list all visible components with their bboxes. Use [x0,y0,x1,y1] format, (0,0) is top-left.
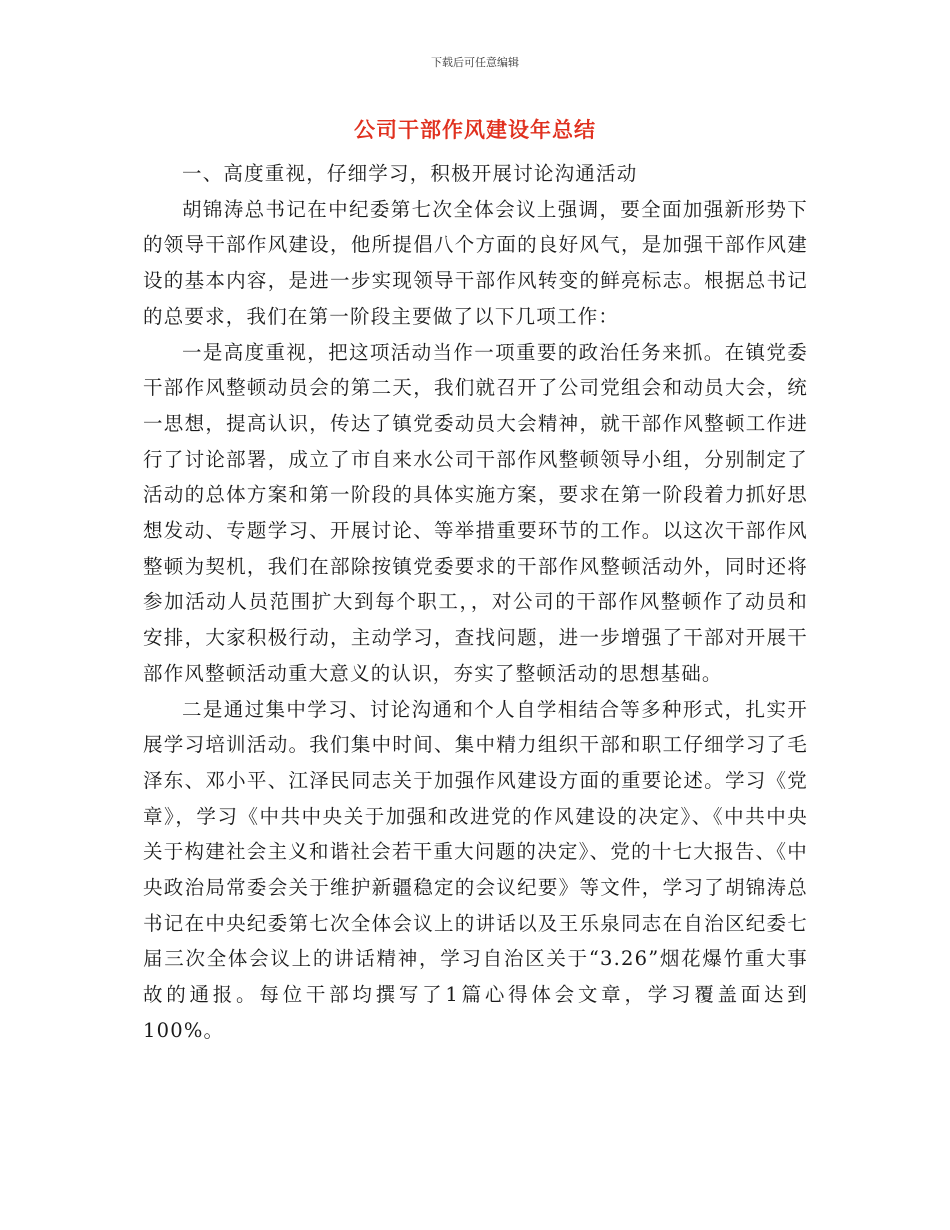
paragraph-point-two: 二是通过集中学习、讨论沟通和个人自学相结合等多种形式，扎实开展学习培训活动。我们集中时间、集中精力组织干部和职工仔细学习了毛泽东、邓小平、江泽民同志关于加强作风建设方面的重要论述。学习《党章》，学习《中共中央关于加强和改进党的作风建设的决定》、《中共中央关于构建社会主义和谐社会若干重大问题的决定》、党的十七大报告、《中央政治局常委会关于维护新疆稳定的会议纪要》等文件，学习了胡锦涛总书记在中央纪委第七次全体会议上的讲话以及王乐泉同志在自治区纪委七届三次全体会议上的讲话精神，学习自治区关于“3.26”烟花爆竹重大事故的通报。每位干部均撰写了1篇心得体会文章，学习覆盖面达到100%。 [143,697,808,1042]
section-heading: 一、高度重视，仔细学习，积极开展讨论沟通活动 [182,162,638,185]
paragraph-point-one: 一是高度重视，把这项活动当作一项重要的政治任务来抓。在镇党委干部作风整顿动员会的第二天，我们就召开了公司党组会和动员大会，统一思想，提高认识，传达了镇党委动员大会精神，就干部作风整顿工作进行了讨论部署，成立了市自来水公司干部作风整顿领导小组，分别制定了活动的总体方案和第一阶段的具体实施方案，要求在第一阶段着力抓好思想发动、专题学习、开展讨论、等举措重要环节的工作。以这次干部作风整顿为契机，我们在部除按镇党委要求的干部作风整顿活动外，同时还将参加活动人员范围扩大到每个职工，，对公司的干部作风整顿作了动员和安排，大家积极行动，主动学习，查找问题，进一步增强了干部对开展干部作风整顿活动重大意义的认识，夯实了整顿活动的思想基础。 [143,340,808,685]
paragraph-intro: 胡锦涛总书记在中纪委第七次全体会议上强调，要全面加强新形势下的领导干部作风建设，他所提倡八个方面的良好风气，是加强干部作风建设的基本内容，是进一步实现领导干部作风转变的鲜亮标志。根据总书记的总要求，我们在第一阶段主要做了以下几项工作： [143,197,808,328]
header-note: 下载后可任意编辑 [431,56,519,69]
document-title: 公司干部作风建设年总结 [354,117,596,142]
document-body [143,156,808,1049]
